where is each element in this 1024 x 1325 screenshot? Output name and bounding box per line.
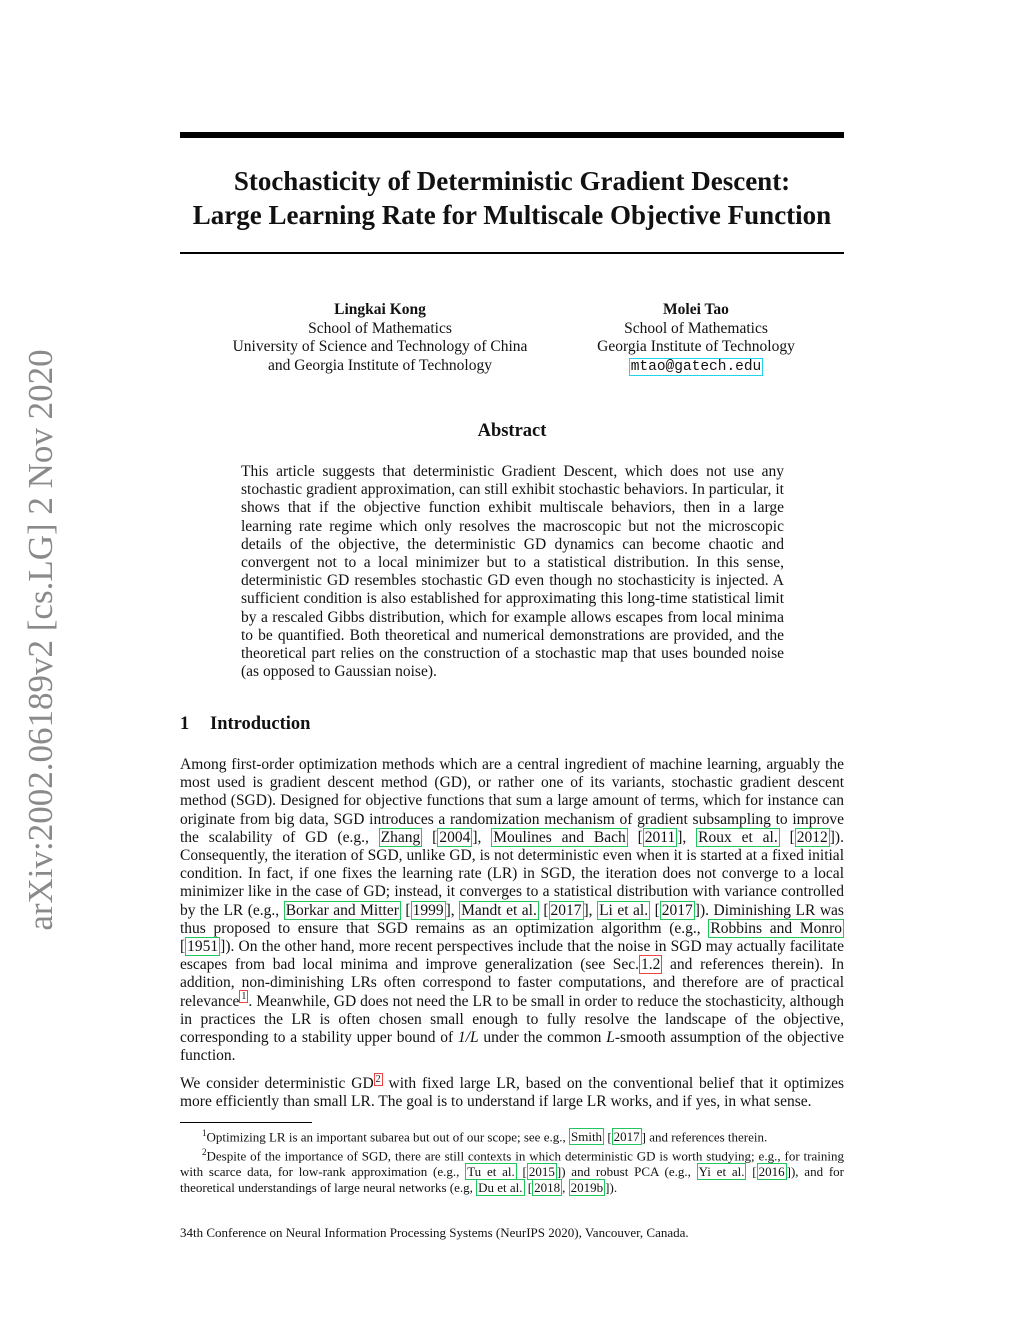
citation-link[interactable]: Moulines and Bach (493, 828, 626, 846)
section-ref-link[interactable]: 1.2 (641, 956, 661, 974)
footnote-rule (180, 1122, 312, 1123)
footnote-mark: 2 (202, 1147, 207, 1158)
arxiv-stamp-text: arXiv:2002.06189v2 [cs.LG] 2 Nov 2020 (21, 349, 60, 931)
citation-link[interactable]: Smith (570, 1129, 603, 1145)
author-email-link[interactable]: mtao@gatech.edu (630, 358, 762, 375)
citation-year-link[interactable]: 2016 (758, 1164, 785, 1180)
intro-paragraph-1: Among first-order optimization methods which are a central ingredient of machine learning, arguably the most used is gradient descent method (GD), or rather one of its variants, stochastic gradient descent method (SGD). Designed for objective functions that sum a large amount of terms, which for instance can originate from big data, SGD introduces a randomization mechanism of gradient subsampling to improve the scalability of GD (e.g., Zhang [ 2004 ], Moulines and Bach [ 2011 ], Roux et al. [ 2012 ]). Consequently, the iteration of SGD, unlike GD, is not deterministic even when it is started at a fixed initial condition. In fact, if one fixes the learning rate (LR) in SGD, the iteration does not converge to a local minimizer like in the case of GD; instead, it converges to a statistical distribution with variance controlled by the LR (e.g., Borkar and Mitter [ 1999 ], Mandt et al. [ 2017 ], Li et al. [ 2017 ]). Diminishing LR was thus proposed to ensure that SGD remains as an optimization algorithm (e.g., Robbins and Monro [ 1951 ]). On the other hand, more recent perspectives include that the noise in SGD may actually facilitate escapes from bad local minima and improve generalization (see Sec. 1.2 and references therein). In addition, non-diminishing LRs often correspond to faster computations, and therefore are of practical relevance $^1$ . Meanwhile, GD does not need the LR to be small in order to reduce the stochasticity, although in practices the LR is often chosen small enough to fully resolve the landscape of the objective, corresponding to a stability upper bound of 1/L under the common L-smooth assumption of the objective function. (180, 756, 844, 1065)
citation-link[interactable]: Tu et al. (467, 1164, 515, 1180)
intro-paragraph-2 (180, 1075, 844, 1111)
paper-title (160, 164, 864, 232)
text-run: Optimizing LR is an important subarea but out of our scope; see e.g., (206, 1129, 569, 1145)
citation-year-link[interactable]: 2019b (570, 1180, 604, 1196)
text-run: with fixed large LR, based on the conventional belief that it optimizes more efficiently than small LR. The goal is to understand if large LR works, and if yes, in what sense. (180, 1075, 844, 1111)
text-run: Despite of the importance of SGD, there are still contexts in which deterministic GD is worth studying; e.g., for training with scarce data, for low-rank approximation (e.g., (180, 1148, 844, 1180)
title-line-1: Stochasticity of Deterministic Gradient Descent: (233, 166, 791, 196)
footnotes (180, 1126, 844, 1196)
footnote-mark: 1 (202, 1128, 207, 1138)
author-name: Lingkai Kong (334, 301, 426, 318)
arxiv-stamp (0, 0, 100, 931)
title-line-2: Large Learning Rate for Multiscale Objective Function (192, 200, 832, 230)
text-run: Among first-order optimization methods which are a central ingredient of machine learning, arguably the most used is gradient descent method (GD), or rather one of its variants, stochastic gradient descent method (SGD). Designed for objective functions that sum a large amount of terms, which for instance can originate from big data, SGD introduces a randomization mechanism of gradient subsampling to improve the scalability of GD (e.g., (180, 756, 844, 846)
math-expression: 1/L (457, 1029, 479, 1047)
text-run: ). (609, 1180, 618, 1196)
author-name: Molei Tao (663, 301, 729, 318)
footnote-ref-link[interactable]: 1 (241, 991, 247, 1003)
citation-link[interactable]: Roux et al. (698, 828, 778, 846)
text-run: -smooth assumption of the objective function. (180, 1029, 844, 1065)
citation-year-link[interactable]: 2004 (439, 828, 471, 846)
text-run: under the common (478, 1029, 607, 1047)
author-block-kong (200, 301, 560, 375)
citation-link[interactable]: Yi et al. (698, 1164, 745, 1180)
footnote-2: $^2$Despite of the importance of SGD, there are still contexts in which deterministic GD is worth studying; e.g., for training with scarce data, for low-rank approximation (e.g., Tu et al. [ 2015 ]) and robust PCA (e.g., Yi et al. [ 2016 ]), and for theoretical understandings of large neural networks (e.g, Du et al. [ 2018 , 2019b ]). (180, 1147, 844, 1196)
citation-link[interactable]: Li et al. (599, 901, 649, 919)
citation-year-link[interactable]: 1999 (412, 901, 444, 919)
citation-year-link[interactable]: 2017 (613, 1129, 640, 1145)
citation-year-link[interactable]: 2012 (796, 828, 828, 846)
text-run: ), and for theoretical understandings of large neural networks (e.g, (180, 1164, 844, 1196)
citation-link[interactable]: Borkar and Mitter (285, 901, 399, 919)
citation-link[interactable]: Zhang (380, 828, 421, 846)
text-run: and references therein. (646, 1129, 768, 1145)
citation-year-link[interactable]: 2011 (644, 828, 676, 846)
section-heading (180, 714, 310, 735)
author-affiliation: Georgia Institute of Technology (597, 338, 795, 355)
author-affiliation: School of Mathematics (624, 319, 768, 337)
footnote-1: $^1$Optimizing LR is an important subarea but out of our scope; see e.g., Smith [ 2017 ] and references therein. (202, 1128, 768, 1145)
author-block-tao (560, 301, 832, 376)
text-run: ) and robust PCA (e.g., (561, 1164, 697, 1180)
author-affiliation: School of Mathematics (308, 319, 452, 337)
citation-year-link[interactable]: 2018 (534, 1180, 561, 1196)
citation-year-link[interactable]: 2015 (528, 1164, 555, 1180)
math-expression: L (606, 1029, 615, 1047)
abstract-heading: Abstract (477, 421, 547, 441)
citation-link[interactable]: Du et al. (478, 1180, 523, 1196)
text-run: ). On the other hand, more recent perspectives include that the noise in SGD may actually facilitate escapes from bad local minima and improve generalization (see Sec. (180, 938, 844, 974)
venue-footer: 34th Conference on Neural Information Processing Systems (NeurIPS 2020), Vancouver, Canada. (180, 1225, 689, 1240)
text-run: and references therein). In addition, non-diminishing LRs often correspond to faster computations, and therefore are of practical relevance (180, 956, 844, 1010)
citation-year-link[interactable]: 2017 (550, 901, 582, 919)
author-affiliation: and Georgia Institute of Technology (268, 356, 492, 374)
citation-link[interactable]: Robbins and Monro (710, 919, 843, 937)
footnote-ref-link[interactable]: 2 (375, 1073, 381, 1085)
citation-year-link[interactable]: 2017 (661, 901, 693, 919)
text-run: We consider deterministic GD (180, 1075, 374, 1092)
text-run: ). Consequently, the iteration of SGD, unlike GD, is not deterministic even when it is started at a fixed initial condition. In fact, if one fixes the learning rate (LR) in SGD, the iteration does not converge to a local minimizer like in the case of GD; instead, it converges to a statistical distribution with variance controlled by the LR (e.g., (180, 828, 844, 919)
text-run: ). Diminishing LR was thus proposed to ensure that SGD remains as an optimization algorithm (e.g., (180, 901, 844, 937)
title-rule-top (180, 132, 844, 138)
section-title: Introduction (210, 714, 311, 734)
title-rule-bottom (180, 252, 844, 254)
text-run: . Meanwhile, GD does not need the LR to be small in order to reduce the stochasticity, although in practices the LR is often chosen small enough to fully resolve the landscape of the objective, corresponding to a stability upper bound of (180, 992, 844, 1047)
citation-year-link[interactable]: 1951 (187, 938, 219, 956)
abstract-text: This article suggests that deterministic Gradient Descent, which does not use any stochastic gradient approximation, can still exhibit stochastic behaviors. In particular, it shows that if the objective function exhibit multiscale behaviors, then in a large learning rate regime which only resolves the macroscopic but not the microscopic details of the objective, the deterministic GD dynamics can become chaotic and convergent not to a local minimizer but to a statistical distribution. In this sense, deterministic GD resembles stochastic GD even though no stochasticity is injected. A sufficient condition is also established for approximating this long-time statistical limit by a rescaled Gibbs distribution, which for example allows escapes from local minima to be quantified. Both theoretical and numerical demonstrations are provided, and the theoretical part relies on the construction of a stochastic map that uses bounded noise (as opposed to Gaussian noise). (241, 463, 784, 681)
author-affiliation: University of Science and Technology of China (232, 338, 528, 355)
section-number: 1 (180, 714, 190, 734)
citation-link[interactable]: Mandt et al. (461, 901, 537, 919)
